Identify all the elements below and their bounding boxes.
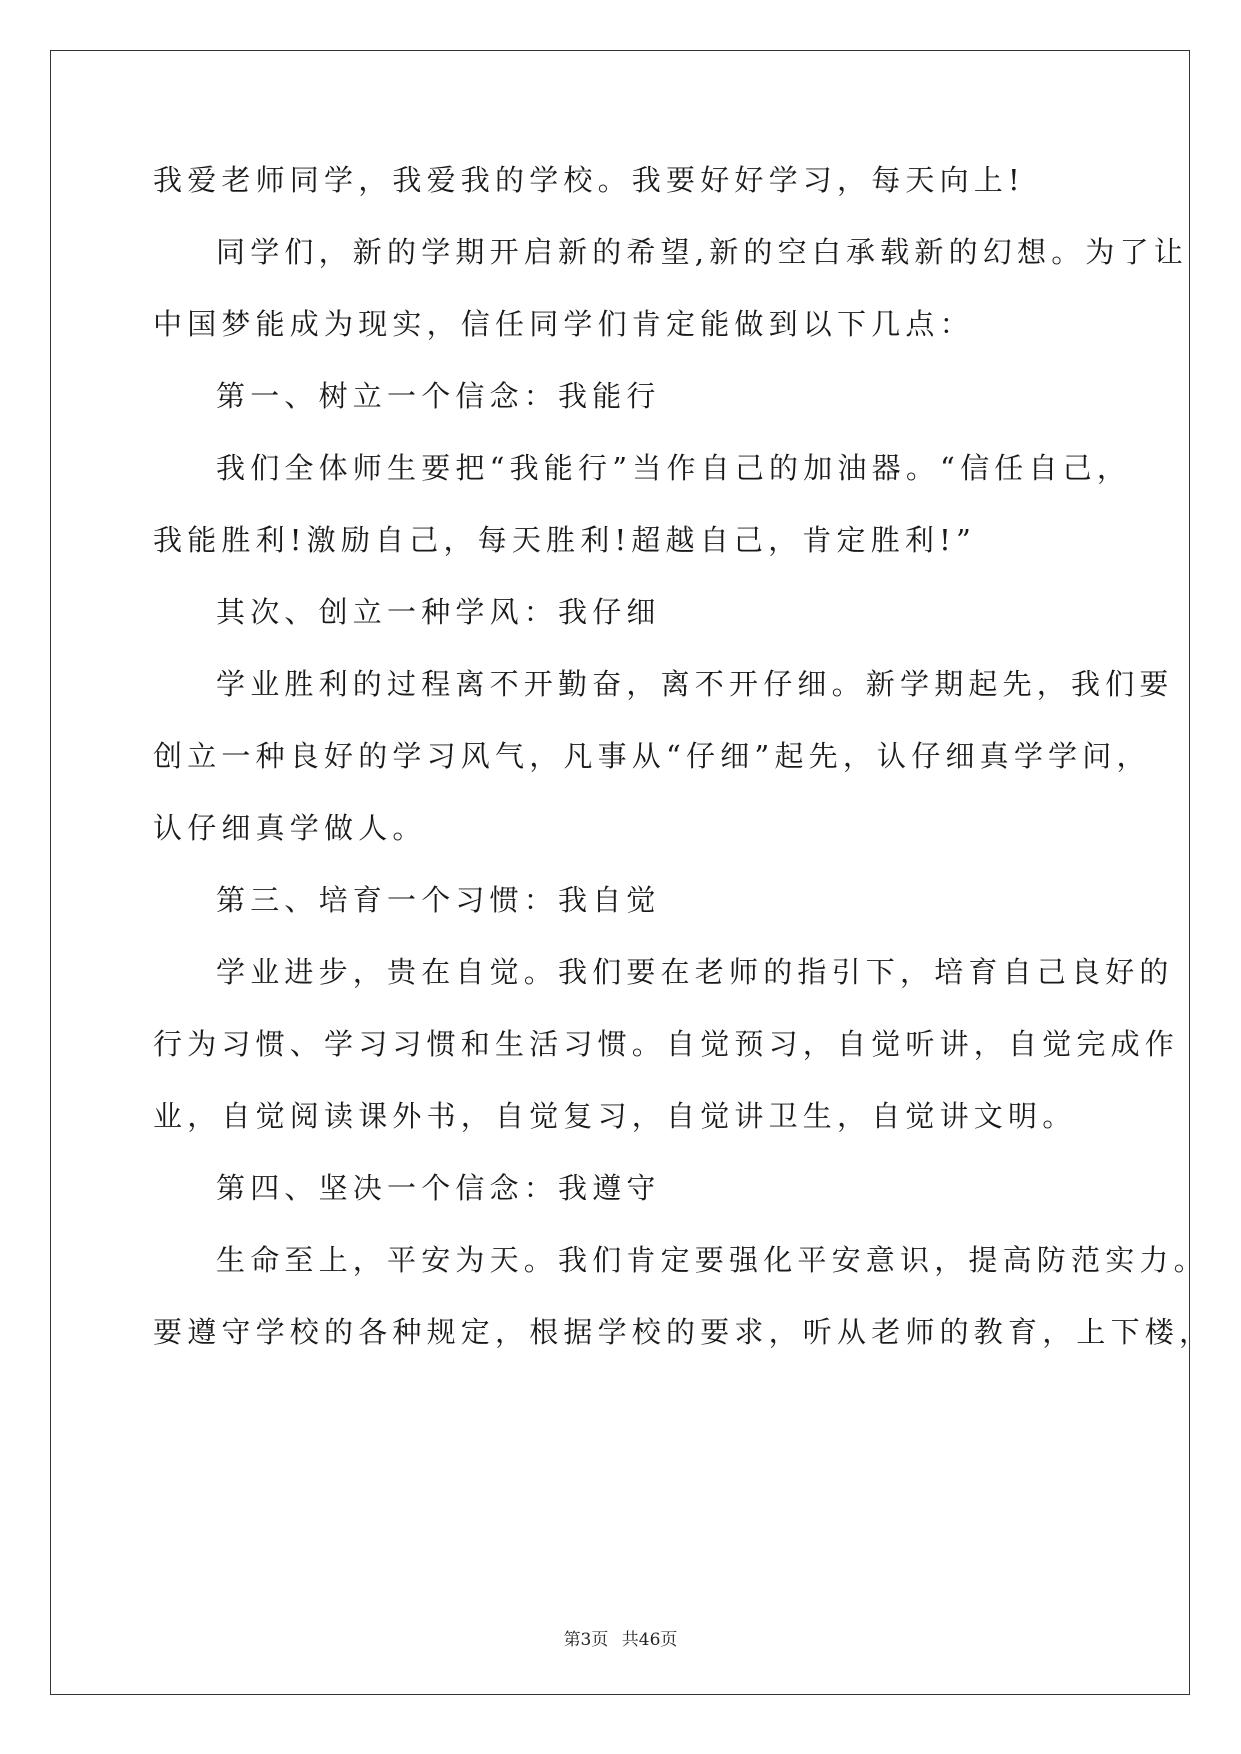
- text-line: 创立一种良好的学习风气，凡事从“仔细”起先，认仔细真学学问，: [153, 739, 1151, 773]
- text-line: 行为习惯、学习习惯和生活习惯。自觉预习，自觉听讲，自觉完成作: [153, 1027, 1180, 1061]
- page-total: 共46页: [621, 1630, 678, 1650]
- text-line: 中国梦能成为现实，信任同学们肯定能做到以下几点：: [153, 307, 974, 341]
- page-border: [50, 50, 1190, 1695]
- section-heading: 其次、创立一种学风：我仔细: [216, 595, 661, 629]
- page-footer: [0, 1628, 1241, 1652]
- section-heading: 第一、树立一个信念：我能行: [216, 379, 661, 413]
- text-line: 我能胜利!激励自己，每天胜利!超越自己，肯定胜利!”: [153, 523, 976, 557]
- text-line: 生命至上，平安为天。我们肯定要强化平安意识，提高防范实力。: [216, 1243, 1208, 1277]
- text-line: 认仔细真学做人。: [153, 811, 427, 845]
- page-number: 第3页: [563, 1630, 609, 1650]
- section-heading: 第三、培育一个习惯：我自觉: [216, 883, 661, 917]
- text-line: 业，自觉阅读课外书，自觉复习，自觉讲卫生，自觉讲文明。: [153, 1099, 1077, 1133]
- section-heading: 第四、坚决一个信念：我遵守: [216, 1171, 661, 1205]
- text-line: 学业胜利的过程离不开勤奋，离不开仔细。新学期起先，我们要: [216, 667, 1174, 701]
- text-line: 我爱老师同学，我爱我的学校。我要好好学习，每天向上!: [153, 163, 1025, 197]
- text-line: 要遵守学校的各种规定，根据学校的要求，听从老师的教育，上下楼，: [153, 1315, 1214, 1349]
- text-line: 学业进步，贵在自觉。我们要在老师的指引下，培育自己良好的: [216, 955, 1174, 989]
- text-line: 同学们，新的学期开启新的希望,新的空白承载新的幻想。为了让: [216, 235, 1189, 269]
- text-line: 我们全体师生要把“我能行”当作自己的加油器。“信任自己，: [216, 451, 1132, 485]
